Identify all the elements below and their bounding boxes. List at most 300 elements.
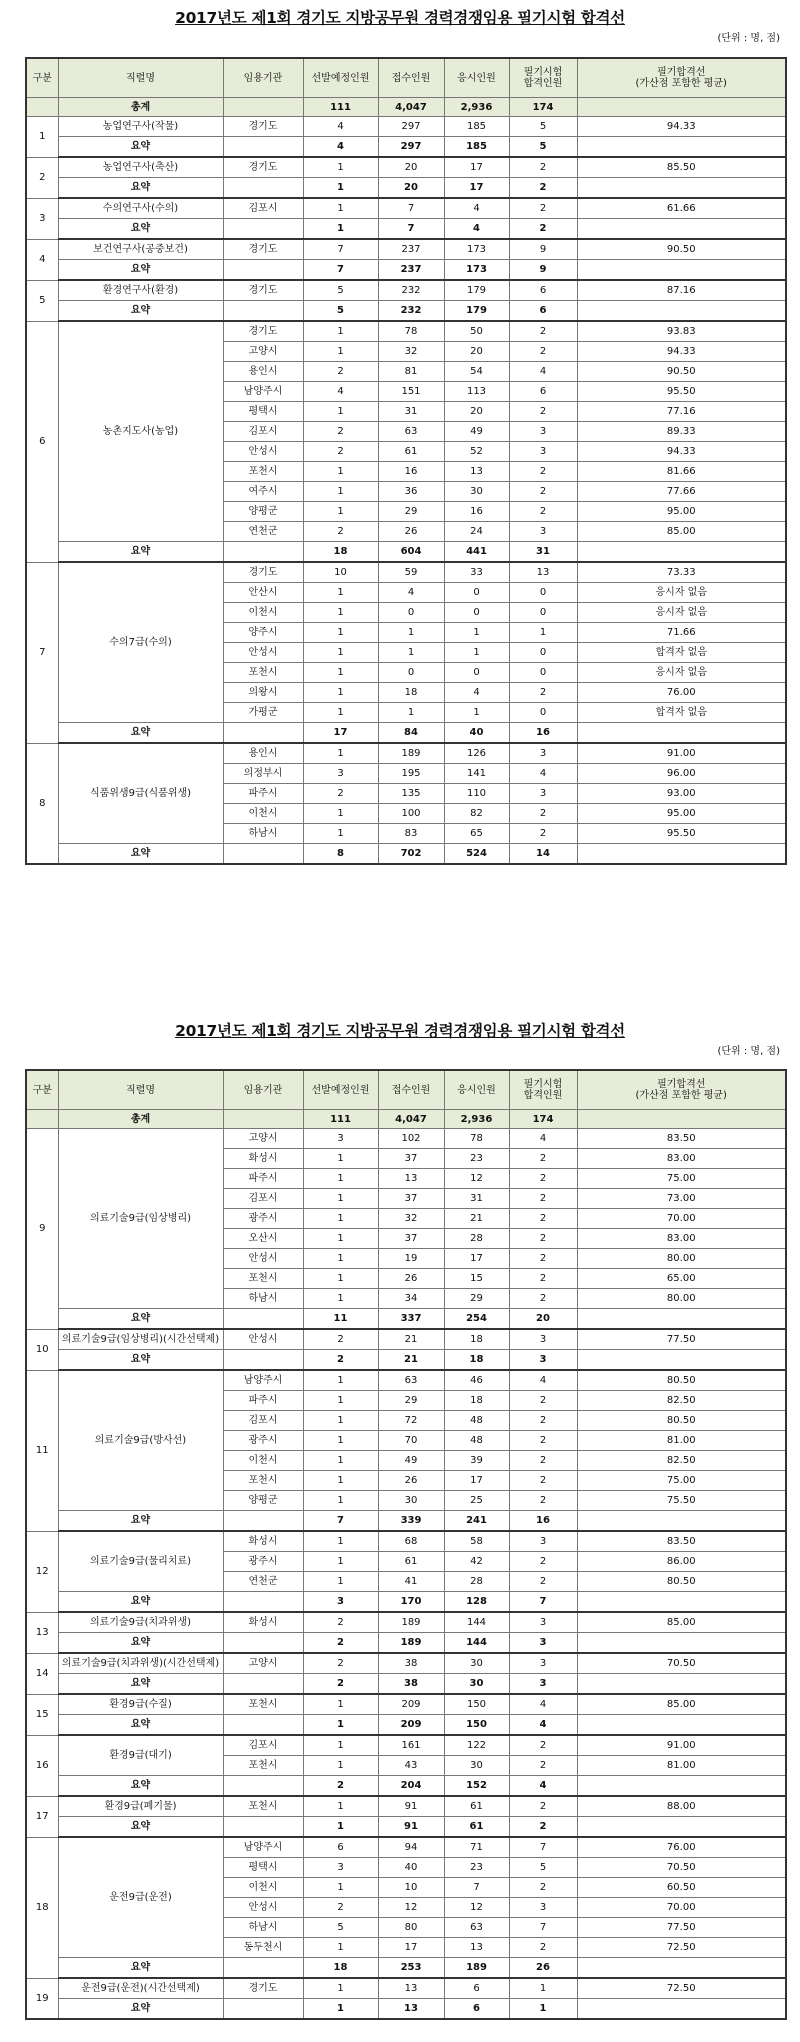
tested-cell: 185 [444, 117, 509, 137]
summary-tested: 524 [444, 844, 509, 865]
summary-cutoff-cell [577, 137, 786, 158]
passed-cell: 2 [509, 462, 577, 482]
summary-row [26, 219, 786, 240]
planned-cell: 6 [303, 1837, 378, 1858]
cutoff-cell: 85.00 [577, 1694, 786, 1715]
group-number: 3 [26, 198, 58, 239]
tested-cell: 122 [444, 1735, 509, 1756]
tested-cell: 58 [444, 1531, 509, 1552]
header-row [26, 58, 786, 98]
group-number: 10 [26, 1329, 58, 1370]
agency-cell: 광주시 [223, 1209, 303, 1229]
header-agency-line: 임용기관 [243, 1084, 283, 1096]
passed-cell: 0 [509, 643, 577, 663]
table-row [26, 1129, 786, 1149]
applied-cell: 19 [378, 1249, 444, 1269]
agency-cell: 의왕시 [223, 683, 303, 703]
passed-cell: 2 [509, 1149, 577, 1169]
group-number: 14 [26, 1653, 58, 1694]
header-planned-line: 선발예정인원 [311, 72, 370, 84]
passed-cell: 3 [509, 1612, 577, 1633]
agency-cell: 의정부시 [223, 764, 303, 784]
tested-cell: 65 [444, 824, 509, 844]
summary-passed: 3 [509, 1633, 577, 1654]
tested-cell: 46 [444, 1370, 509, 1391]
tested-cell: 20 [444, 342, 509, 362]
job-title: 의료기술9급(물리치료) [58, 1531, 223, 1592]
summary-agency-cell [223, 1592, 303, 1613]
agency-cell: 경기도 [223, 117, 303, 137]
passed-cell: 2 [509, 1451, 577, 1471]
planned-cell: 1 [303, 1552, 378, 1572]
agency-cell: 이천시 [223, 804, 303, 824]
applied-cell: 37 [378, 1149, 444, 1169]
summary-agency-cell [223, 1999, 303, 2020]
table-row [26, 1796, 786, 1817]
job-title: 의료기술9급(임상병리) [58, 1129, 223, 1309]
table-row [26, 1653, 786, 1674]
summary-agency-cell [223, 1776, 303, 1797]
planned-cell: 10 [303, 562, 378, 583]
passed-cell: 2 [509, 683, 577, 703]
agency-cell: 김포시 [223, 1735, 303, 1756]
cutoff-cell: 83.50 [577, 1129, 786, 1149]
header-no-line: 구분 [32, 72, 52, 84]
cutoff-cell: 91.00 [577, 743, 786, 764]
agency-cell: 화성시 [223, 1149, 303, 1169]
summary-tested: 150 [444, 1715, 509, 1736]
cutoff-cell: 60.50 [577, 1878, 786, 1898]
document-title: 2017년도 제1회 경기도 지방공무원 경력경쟁임용 필기시험 합격선 [175, 1022, 625, 1040]
group-number: 9 [26, 1129, 58, 1330]
summary-applied: 237 [378, 260, 444, 281]
cutoff-cell: 94.33 [577, 117, 786, 137]
summary-row [26, 1309, 786, 1330]
page-section-1 [0, 0, 800, 1005]
cutoff-cell: 61.66 [577, 198, 786, 219]
table-row [26, 1370, 786, 1391]
applied-cell: 1 [378, 643, 444, 663]
tested-cell: 179 [444, 280, 509, 301]
summary-cutoff-cell [577, 723, 786, 744]
applied-cell: 38 [378, 1653, 444, 1674]
applied-cell: 78 [378, 321, 444, 342]
agency-cell: 광주시 [223, 1431, 303, 1451]
header-applied-line: 접수인원 [391, 72, 431, 84]
summary-planned: 1 [303, 1817, 378, 1838]
total-cutoff-cell [577, 98, 786, 117]
applied-cell: 16 [378, 462, 444, 482]
planned-cell: 1 [303, 402, 378, 422]
agency-cell: 남양주시 [223, 382, 303, 402]
planned-cell: 1 [303, 1169, 378, 1189]
job-title: 수의연구사(수의) [58, 198, 223, 219]
planned-cell: 1 [303, 502, 378, 522]
applied-cell: 30 [378, 1491, 444, 1511]
planned-cell: 5 [303, 280, 378, 301]
summary-agency-cell [223, 723, 303, 744]
agency-cell: 화성시 [223, 1612, 303, 1633]
cutoff-cell: 85.00 [577, 522, 786, 542]
planned-cell: 1 [303, 683, 378, 703]
summary-row [26, 178, 786, 199]
applied-cell: 68 [378, 1531, 444, 1552]
group-number: 15 [26, 1694, 58, 1735]
job-title: 농업연구사(축산) [58, 157, 223, 178]
summary-tested: 254 [444, 1309, 509, 1330]
passed-cell: 13 [509, 562, 577, 583]
applied-cell: 37 [378, 1189, 444, 1209]
passed-cell: 3 [509, 442, 577, 462]
tested-cell: 17 [444, 1471, 509, 1491]
agency-cell: 김포시 [223, 1411, 303, 1431]
tested-cell: 33 [444, 562, 509, 583]
header-agency [223, 1070, 303, 1110]
cutoff-cell: 90.50 [577, 239, 786, 260]
passed-cell: 2 [509, 482, 577, 502]
job-title: 의료기술9급(치과위생)(시간선택제) [58, 1653, 223, 1674]
result-table [25, 1069, 787, 2020]
summary-passed: 5 [509, 137, 577, 158]
passed-cell: 2 [509, 1209, 577, 1229]
summary-row [26, 1674, 786, 1695]
tested-cell: 29 [444, 1289, 509, 1309]
summary-label: 요약 [58, 301, 223, 322]
summary-tested: 40 [444, 723, 509, 744]
total-agency-cell [223, 1110, 303, 1129]
cutoff-cell: 83.00 [577, 1149, 786, 1169]
cutoff-cell: 89.33 [577, 422, 786, 442]
cutoff-cell: 70.00 [577, 1209, 786, 1229]
summary-label: 요약 [58, 1592, 223, 1613]
table-header [26, 58, 786, 98]
group-number: 5 [26, 280, 58, 321]
summary-tested: 185 [444, 137, 509, 158]
summary-tested: 6 [444, 1999, 509, 2020]
header-passed [509, 1070, 577, 1110]
summary-label: 요약 [58, 1776, 223, 1797]
cutoff-cell: 88.00 [577, 1796, 786, 1817]
header-planned [303, 58, 378, 98]
tested-cell: 113 [444, 382, 509, 402]
applied-cell: 81 [378, 362, 444, 382]
summary-agency-cell [223, 137, 303, 158]
header-job [58, 58, 223, 98]
tested-cell: 25 [444, 1491, 509, 1511]
summary-applied: 170 [378, 1592, 444, 1613]
summary-passed: 2 [509, 178, 577, 199]
table-row [26, 198, 786, 219]
total-no-cell [26, 98, 58, 117]
summary-planned: 17 [303, 723, 378, 744]
cutoff-cell: 96.00 [577, 764, 786, 784]
agency-cell: 경기도 [223, 1978, 303, 1999]
summary-cutoff-cell [577, 178, 786, 199]
planned-cell: 2 [303, 1898, 378, 1918]
cutoff-cell: 73.33 [577, 562, 786, 583]
planned-cell: 3 [303, 1129, 378, 1149]
planned-cell: 1 [303, 1391, 378, 1411]
table-row [26, 1837, 786, 1858]
summary-applied: 204 [378, 1776, 444, 1797]
cutoff-cell: 80.50 [577, 1370, 786, 1391]
tested-cell: 15 [444, 1269, 509, 1289]
applied-cell: 32 [378, 342, 444, 362]
summary-agency-cell [223, 1511, 303, 1532]
summary-agency-cell [223, 1309, 303, 1330]
applied-cell: 209 [378, 1694, 444, 1715]
tested-cell: 28 [444, 1572, 509, 1592]
summary-planned: 1 [303, 1715, 378, 1736]
summary-agency-cell [223, 1958, 303, 1979]
applied-cell: 13 [378, 1169, 444, 1189]
summary-label: 요약 [58, 1633, 223, 1654]
applied-cell: 161 [378, 1735, 444, 1756]
tested-cell: 31 [444, 1189, 509, 1209]
tested-cell: 48 [444, 1431, 509, 1451]
tested-cell: 1 [444, 703, 509, 723]
passed-cell: 0 [509, 603, 577, 623]
planned-cell: 1 [303, 703, 378, 723]
agency-cell: 남양주시 [223, 1837, 303, 1858]
summary-row [26, 844, 786, 865]
job-title: 농업연구사(작물) [58, 117, 223, 137]
tested-cell: 42 [444, 1552, 509, 1572]
applied-cell: 237 [378, 239, 444, 260]
cutoff-cell: 75.50 [577, 1491, 786, 1511]
passed-cell: 6 [509, 382, 577, 402]
planned-cell: 2 [303, 362, 378, 382]
job-title: 의료기술9급(임상병리)(시간선택제) [58, 1329, 223, 1350]
agency-cell: 경기도 [223, 239, 303, 260]
planned-cell: 1 [303, 1269, 378, 1289]
header-applied [378, 1070, 444, 1110]
applied-cell: 31 [378, 402, 444, 422]
agency-cell: 용인시 [223, 743, 303, 764]
cutoff-cell: 93.83 [577, 321, 786, 342]
summary-row [26, 137, 786, 158]
header-planned [303, 1070, 378, 1110]
agency-cell: 화성시 [223, 1531, 303, 1552]
cutoff-cell: 71.66 [577, 623, 786, 643]
table-body [26, 1110, 786, 2020]
planned-cell: 1 [303, 198, 378, 219]
cutoff-cell: 80.00 [577, 1289, 786, 1309]
passed-cell: 0 [509, 583, 577, 603]
agency-cell: 안산시 [223, 583, 303, 603]
passed-cell: 2 [509, 1189, 577, 1209]
applied-cell: 135 [378, 784, 444, 804]
tested-cell: 6 [444, 1978, 509, 1999]
summary-applied: 337 [378, 1309, 444, 1330]
passed-cell: 5 [509, 117, 577, 137]
agency-cell: 연천군 [223, 522, 303, 542]
applied-cell: 40 [378, 1858, 444, 1878]
table-row [26, 280, 786, 301]
passed-cell: 3 [509, 1898, 577, 1918]
summary-agency-cell [223, 1715, 303, 1736]
planned-cell: 1 [303, 1756, 378, 1776]
cutoff-cell: 83.50 [577, 1531, 786, 1552]
applied-cell: 10 [378, 1878, 444, 1898]
unit-note: (단위 : 명, 점) [717, 1046, 780, 1057]
passed-cell: 2 [509, 1491, 577, 1511]
passed-cell: 7 [509, 1837, 577, 1858]
planned-cell: 4 [303, 382, 378, 402]
passed-cell: 2 [509, 1878, 577, 1898]
tested-cell: 54 [444, 362, 509, 382]
summary-applied: 21 [378, 1350, 444, 1371]
total-label: 총계 [58, 98, 223, 117]
applied-cell: 12 [378, 1898, 444, 1918]
cutoff-cell: 94.33 [577, 342, 786, 362]
planned-cell: 1 [303, 1370, 378, 1391]
passed-cell: 2 [509, 1756, 577, 1776]
applied-cell: 41 [378, 1572, 444, 1592]
tested-cell: 17 [444, 1249, 509, 1269]
planned-cell: 1 [303, 1189, 378, 1209]
cutoff-cell: 95.00 [577, 804, 786, 824]
agency-cell: 김포시 [223, 1189, 303, 1209]
summary-row [26, 723, 786, 744]
summary-cutoff-cell [577, 219, 786, 240]
planned-cell: 1 [303, 603, 378, 623]
summary-planned: 1 [303, 1999, 378, 2020]
passed-cell: 3 [509, 422, 577, 442]
passed-cell: 2 [509, 1269, 577, 1289]
summary-cutoff-cell [577, 1511, 786, 1532]
summary-label: 요약 [58, 1999, 223, 2020]
total-row [26, 98, 786, 117]
tested-cell: 13 [444, 1938, 509, 1958]
cutoff-cell: 91.00 [577, 1735, 786, 1756]
table-row [26, 239, 786, 260]
tested-cell: 23 [444, 1858, 509, 1878]
cutoff-cell: 85.00 [577, 1612, 786, 1633]
total-agency-cell [223, 98, 303, 117]
summary-applied: 91 [378, 1817, 444, 1838]
summary-cutoff-cell [577, 1350, 786, 1371]
summary-applied: 339 [378, 1511, 444, 1532]
summary-planned: 2 [303, 1350, 378, 1371]
cutoff-cell: 75.00 [577, 1169, 786, 1189]
agency-cell: 이천시 [223, 1878, 303, 1898]
summary-label: 요약 [58, 219, 223, 240]
cutoff-cell: 70.00 [577, 1898, 786, 1918]
group-number: 11 [26, 1370, 58, 1531]
applied-cell: 7 [378, 198, 444, 219]
summary-passed: 7 [509, 1592, 577, 1613]
summary-agency-cell [223, 542, 303, 563]
passed-cell: 2 [509, 321, 577, 342]
summary-row [26, 1999, 786, 2020]
summary-planned: 7 [303, 260, 378, 281]
passed-cell: 2 [509, 1249, 577, 1269]
table-row [26, 157, 786, 178]
planned-cell: 1 [303, 1531, 378, 1552]
summary-planned: 1 [303, 219, 378, 240]
applied-cell: 0 [378, 663, 444, 683]
summary-tested: 30 [444, 1674, 509, 1695]
table-row [26, 321, 786, 342]
total-label: 총계 [58, 1110, 223, 1129]
cutoff-cell: 70.50 [577, 1858, 786, 1878]
cutoff-cell: 95.00 [577, 502, 786, 522]
summary-planned: 1 [303, 178, 378, 199]
agency-cell: 하남시 [223, 1289, 303, 1309]
table-row [26, 117, 786, 137]
planned-cell: 1 [303, 663, 378, 683]
passed-cell: 2 [509, 1938, 577, 1958]
applied-cell: 26 [378, 522, 444, 542]
header-cutoff [577, 58, 786, 98]
summary-cutoff-cell [577, 1776, 786, 1797]
tested-cell: 63 [444, 1918, 509, 1938]
agency-cell: 파주시 [223, 1169, 303, 1189]
cutoff-cell: 76.00 [577, 683, 786, 703]
agency-cell: 고양시 [223, 342, 303, 362]
summary-agency-cell [223, 1633, 303, 1654]
tested-cell: 71 [444, 1837, 509, 1858]
summary-row [26, 542, 786, 563]
tested-cell: 4 [444, 683, 509, 703]
agency-cell: 파주시 [223, 784, 303, 804]
summary-agency-cell [223, 1350, 303, 1371]
summary-passed: 31 [509, 542, 577, 563]
agency-cell: 가평군 [223, 703, 303, 723]
passed-cell: 2 [509, 1572, 577, 1592]
planned-cell: 2 [303, 1329, 378, 1350]
table-row [26, 743, 786, 764]
summary-label: 요약 [58, 1309, 223, 1330]
summary-agency-cell [223, 301, 303, 322]
job-title: 운전9급(운전)(시간선택제) [58, 1978, 223, 1999]
applied-cell: 100 [378, 804, 444, 824]
summary-applied: 297 [378, 137, 444, 158]
tested-cell: 110 [444, 784, 509, 804]
tested-cell: 150 [444, 1694, 509, 1715]
cutoff-cell: 77.16 [577, 402, 786, 422]
summary-tested: 179 [444, 301, 509, 322]
summary-tested: 4 [444, 219, 509, 240]
cutoff-cell: 83.00 [577, 1229, 786, 1249]
summary-tested: 441 [444, 542, 509, 563]
header-cutoff-line: 필기합격선 [657, 67, 706, 78]
group-number: 17 [26, 1796, 58, 1837]
planned-cell: 1 [303, 482, 378, 502]
agency-cell: 연천군 [223, 1572, 303, 1592]
cutoff-cell: 94.33 [577, 442, 786, 462]
summary-planned: 2 [303, 1633, 378, 1654]
cutoff-cell: 81.00 [577, 1431, 786, 1451]
agency-cell: 김포시 [223, 198, 303, 219]
planned-cell: 1 [303, 321, 378, 342]
tested-cell: 24 [444, 522, 509, 542]
header-passed [509, 58, 577, 98]
cutoff-cell: 82.50 [577, 1391, 786, 1411]
summary-label: 요약 [58, 1817, 223, 1838]
planned-cell: 1 [303, 1735, 378, 1756]
agency-cell: 이천시 [223, 603, 303, 623]
applied-cell: 102 [378, 1129, 444, 1149]
header-no [26, 1070, 58, 1110]
total-applied: 4,047 [378, 98, 444, 117]
applied-cell: 83 [378, 824, 444, 844]
passed-cell: 2 [509, 804, 577, 824]
header-no-line: 구분 [32, 1084, 52, 1096]
agency-cell: 파주시 [223, 1391, 303, 1411]
summary-tested: 17 [444, 178, 509, 199]
